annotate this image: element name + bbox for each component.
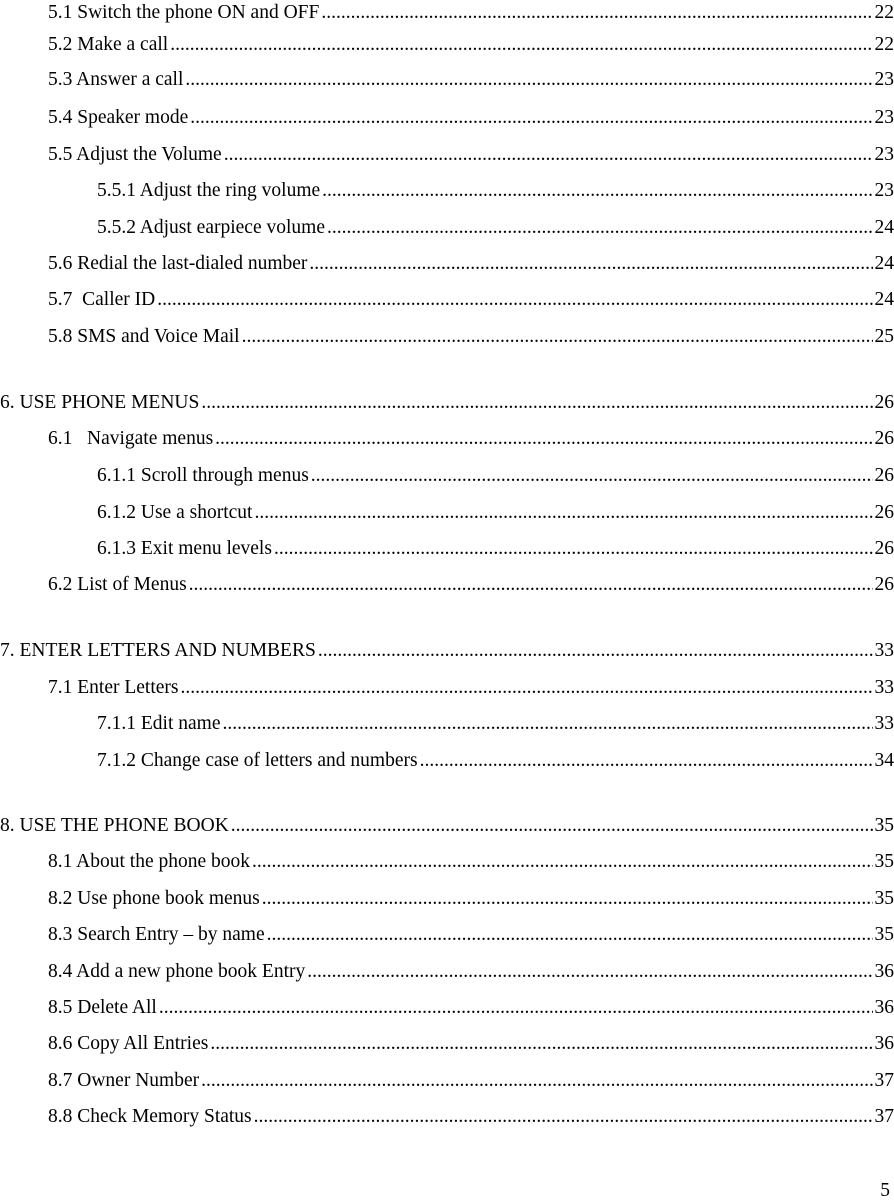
- toc-entry-page: 23: [874, 144, 894, 165]
- toc-entry-page: 33: [874, 640, 894, 661]
- toc-entry-title: 8.8 Check Memory Status: [48, 1106, 252, 1127]
- dot-leader: [157, 287, 872, 313]
- toc-entry-title: 8.1 About the phone book: [48, 851, 251, 872]
- toc-entry: [48, 287, 894, 313]
- dot-leader: [224, 142, 873, 168]
- dot-leader: [254, 500, 872, 526]
- toc-entry-title: 6.1 Navigate menus: [48, 428, 214, 449]
- toc-entry-page: 26: [874, 538, 894, 559]
- toc-entry-page: 26: [874, 502, 894, 523]
- toc-entry-page: 37: [874, 1106, 894, 1127]
- toc-entry-title: 7.1.2 Change case of letters and numbers: [97, 750, 418, 771]
- dot-leader: [254, 1104, 873, 1130]
- toc-entry-title: 6.1.1 Scroll through menus: [97, 465, 309, 486]
- toc-entry: [97, 536, 894, 562]
- dot-leader: [170, 32, 872, 58]
- dot-leader: [318, 638, 873, 664]
- toc-entry-title: 6.2 List of Menus: [48, 574, 187, 595]
- toc-entry-page: 34: [874, 750, 894, 771]
- toc-entry-title: 8. USE THE PHONE BOOK: [0, 815, 229, 836]
- toc-entry-page: 36: [874, 961, 894, 982]
- toc-entry-page: 23: [874, 180, 894, 201]
- toc-entry: [48, 1031, 894, 1057]
- dot-leader: [311, 463, 873, 489]
- toc-entry: [97, 500, 894, 526]
- dot-leader: [322, 178, 872, 204]
- toc-entry-page: 35: [874, 851, 894, 872]
- toc-entry: [48, 142, 894, 168]
- dot-leader: [185, 67, 872, 93]
- dot-leader: [321, 0, 872, 26]
- toc-entry: [48, 959, 894, 985]
- toc-entry-title: 5.7 Caller ID: [48, 289, 156, 310]
- toc-entry: [48, 324, 894, 350]
- toc-entry: [48, 675, 894, 701]
- dot-leader: [252, 849, 872, 875]
- toc-entry: [0, 638, 894, 664]
- dot-leader: [420, 748, 873, 774]
- dot-leader: [215, 426, 872, 452]
- toc-entry-page: 35: [874, 924, 894, 945]
- toc-entry-page: 35: [874, 815, 894, 836]
- toc-entry-title: 8.2 Use phone book menus: [48, 888, 260, 909]
- toc-entry-page: 22: [874, 34, 894, 55]
- toc-entry-title: 5.5.2 Adjust earpiece volume: [97, 217, 325, 238]
- toc-entry-title: 6.1.3 Exit menu levels: [97, 538, 272, 559]
- toc-entry: [97, 463, 894, 489]
- toc-entry: [97, 748, 894, 774]
- toc-entry: [48, 251, 894, 277]
- toc-entry-page: 25: [874, 326, 894, 347]
- toc-entry-title: 5.8 SMS and Voice Mail: [48, 326, 240, 347]
- toc-entry: [0, 813, 894, 839]
- dot-leader: [159, 995, 873, 1021]
- dot-leader: [189, 572, 873, 598]
- toc-entry-page: 22: [874, 2, 894, 23]
- toc-entry-page: 24: [874, 217, 894, 238]
- dot-leader: [267, 922, 873, 948]
- toc-entry-title: 7.1 Enter Letters: [48, 677, 179, 698]
- dot-leader: [262, 886, 873, 912]
- toc-entry: [48, 32, 894, 58]
- dot-leader: [222, 711, 872, 737]
- dot-leader: [181, 675, 873, 701]
- toc-entry-title: 7.1.1 Edit name: [97, 713, 221, 734]
- toc-entry-page: 36: [874, 1033, 894, 1054]
- toc-entry-page: 23: [874, 69, 894, 90]
- toc-entry-title: 8.5 Delete All: [48, 997, 157, 1018]
- toc-entry-page: 23: [874, 107, 894, 128]
- toc-entry: [48, 1104, 894, 1130]
- toc-entry-page: 24: [874, 253, 894, 274]
- toc-entry: [48, 426, 894, 452]
- dot-leader: [327, 215, 873, 241]
- toc-entry-page: 37: [874, 1070, 894, 1091]
- toc-entry-title: 7. ENTER LETTERS AND NUMBERS: [0, 640, 316, 661]
- toc-entry: [48, 849, 894, 875]
- toc-entry-title: 6.1.2 Use a shortcut: [97, 502, 253, 523]
- toc-entry-title: 5.5 Adjust the Volume: [48, 144, 222, 165]
- toc-entry-page: 26: [874, 574, 894, 595]
- toc-entry: [48, 1068, 894, 1094]
- dot-leader: [242, 324, 873, 350]
- dot-leader: [274, 536, 873, 562]
- page-number: 5: [880, 1180, 890, 1201]
- toc-entry-page: 24: [874, 289, 894, 310]
- toc-entry-title: 5.2 Make a call: [48, 34, 169, 55]
- toc-entry-page: 26: [874, 392, 894, 413]
- toc-entry-title: 8.6 Copy All Entries: [48, 1033, 209, 1054]
- toc-entry: [97, 215, 894, 241]
- toc-entry-title: 5.1 Switch the phone ON and OFF: [48, 2, 320, 23]
- toc-entry: [48, 995, 894, 1021]
- dot-leader: [231, 813, 873, 839]
- toc-entry-page: 33: [874, 713, 894, 734]
- toc-entry-title: 8.7 Owner Number: [48, 1070, 200, 1091]
- toc-entry-title: 5.3 Answer a call: [48, 69, 184, 90]
- toc-entry-page: 26: [874, 465, 894, 486]
- toc-entry-page: 26: [874, 428, 894, 449]
- dot-leader: [309, 251, 872, 277]
- toc-entry-title: 8.3 Search Entry – by name: [48, 924, 265, 945]
- toc-entry-title: 5.4 Speaker mode: [48, 107, 189, 128]
- toc-entry-page: 36: [874, 997, 894, 1018]
- dot-leader: [190, 105, 872, 131]
- toc-entry: [48, 0, 894, 26]
- dot-leader: [201, 390, 872, 416]
- toc-entry-title: 5.6 Redial the last-dialed number: [48, 253, 308, 274]
- toc-entry: [97, 711, 894, 737]
- toc-entry: [48, 922, 894, 948]
- toc-entry: [97, 178, 894, 204]
- toc-entry: [48, 572, 894, 598]
- toc-entry: [48, 105, 894, 131]
- dot-leader: [307, 959, 872, 985]
- dot-leader: [201, 1068, 872, 1094]
- toc-entry-page: 33: [874, 677, 894, 698]
- toc-entry-title: 5.5.1 Adjust the ring volume: [97, 180, 321, 201]
- toc-entry: [48, 67, 894, 93]
- toc-entry: [48, 886, 894, 912]
- toc-entry-page: 35: [874, 888, 894, 909]
- toc-entry: [0, 390, 894, 416]
- toc-entry-title: 8.4 Add a new phone book Entry: [48, 961, 306, 982]
- dot-leader: [210, 1031, 872, 1057]
- toc-entry-title: 6. USE PHONE MENUS: [0, 392, 200, 413]
